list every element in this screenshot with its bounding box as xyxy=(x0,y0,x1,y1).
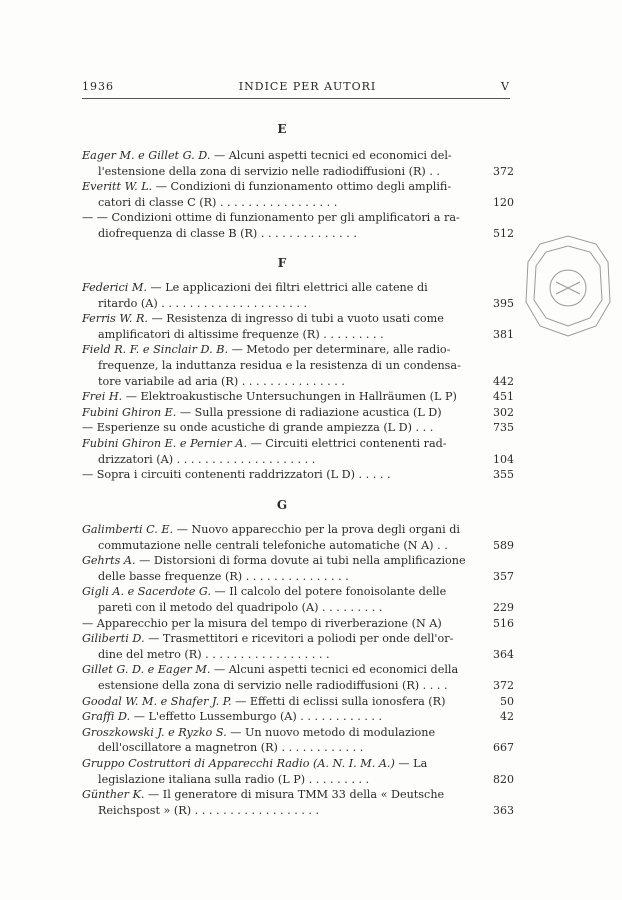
entry-page-number: 589 xyxy=(493,538,514,552)
entry-title-text: — Sulla pressione di radiazione acustica (L D) xyxy=(179,405,442,419)
entry-line xyxy=(82,389,472,405)
entry-page-number: 104 xyxy=(493,452,514,466)
entry-title-text: — Resistenza di ingresso di tubi a vuoto usati come xyxy=(151,312,444,326)
entry-author: Federici M. xyxy=(82,281,151,294)
entry-page-number: 120 xyxy=(493,195,514,209)
entry-author: Gruppo Costruttori di Apparecchi Radio (A. N. I. M. A.) xyxy=(82,756,399,770)
entry-line xyxy=(82,311,472,327)
index-entry xyxy=(82,436,514,467)
entry-line xyxy=(82,226,472,242)
entry-author: Goodal W. M. e Shafer J. P. xyxy=(82,694,236,708)
entry-title-text: — Esperienze su onde acustiche di grande ampiezza (L D) . . . xyxy=(82,421,434,435)
entry-page-number: 363 xyxy=(493,803,514,817)
index-entry xyxy=(82,280,514,311)
section-f-entries xyxy=(82,280,514,483)
entry-line xyxy=(82,467,472,483)
entry-title-text: — Il calcolo del potere fonoisolante delle xyxy=(214,585,447,599)
entry-title-text: — Trasmettitori e ricevitori a poliodi per onde dell'or- xyxy=(148,632,454,646)
entry-line xyxy=(82,522,472,538)
entry-title-text: — L'effetto Lussemburgo (A) . . . . . . . . . . . . xyxy=(133,710,383,724)
entry-author: Graffi D. xyxy=(82,710,134,724)
entry-line xyxy=(82,569,472,585)
entry-author: Gillet G. D. e Eager M. xyxy=(82,663,214,677)
entry-title-text: — Elektroakustische Untersuchungen in Hallräumen (L P) xyxy=(125,390,457,404)
entry-title-text: estensione della zona di servizio nelle radiodiffusioni (R) . . . . xyxy=(98,678,448,692)
entry-line xyxy=(82,420,472,436)
entry-line xyxy=(82,694,472,710)
entry-title-text: Reichspost » (R) . . . . . . . . . . . . . . . . . . xyxy=(98,803,320,817)
entry-title-text: — Il generatore di misura TMM 33 della « Deutsche xyxy=(148,788,445,802)
entry-line xyxy=(82,374,472,390)
entry-title-text: Condizioni ottime di funzionamento per gli amplificatori a ra- xyxy=(111,211,460,225)
entry-title-text: pareti con il metodo del quadripolo (A) . . . . . . . . . xyxy=(98,600,383,614)
entry-author: Gehrts A. xyxy=(82,554,140,568)
entry-title-text: — Nuovo apparecchio per la prova degli organi di xyxy=(176,523,460,536)
entry-page-number: 302 xyxy=(493,405,514,419)
entry-page-number: 820 xyxy=(493,772,514,786)
entry-title-text: — Distorsioni di forma dovute ai tubi nella amplificazione xyxy=(139,554,466,568)
entry-author: Groszkowski J. e Ryzko S. xyxy=(82,725,231,739)
entry-line xyxy=(82,538,472,554)
entry-line xyxy=(82,210,472,226)
index-entry xyxy=(82,756,514,787)
entry-author: Fubini Ghiron E. xyxy=(82,405,180,419)
index-entry xyxy=(82,709,514,725)
index-entry xyxy=(82,342,514,389)
header-title: INDICE PER AUTORI xyxy=(238,80,377,93)
entry-title-text: dell'oscillatore a magnetron (R) . . . . . . . . . . . . xyxy=(98,741,364,755)
entry-title-text: ritardo (A) . . . . . . . . . . . . . . . . . . . . . xyxy=(98,296,308,310)
entry-author: Giliberti D. xyxy=(82,632,149,646)
entry-page-number: 381 xyxy=(493,327,514,341)
entry-line xyxy=(82,179,472,195)
entry-line xyxy=(82,327,472,343)
entry-page-number: 42 xyxy=(500,710,514,724)
entry-author: Eager M. e Gillet G. D. xyxy=(82,149,214,162)
section-heading-g: G xyxy=(276,498,288,512)
entry-title-text: legislazione italiana sulla radio (L P) . . . . . . . . . xyxy=(98,772,370,786)
entry-page-number: 516 xyxy=(493,616,514,630)
entry-title-text: — Condizioni di funzionamento ottimo degli amplifi- xyxy=(155,180,452,194)
entry-line xyxy=(82,584,472,600)
entry-page-number: 372 xyxy=(493,164,514,178)
entry-title-text: — Sopra i circuiti contenenti raddrizzatori (L D) . . . . . xyxy=(82,468,391,482)
entry-title-text: frequenze, la induttanza residua e la resistenza di un condensa- xyxy=(98,358,461,372)
index-entry xyxy=(82,553,514,584)
entry-page-number: 512 xyxy=(493,226,514,240)
entry-title-text: — Un nuovo metodo di modulazione xyxy=(230,725,436,739)
index-entry xyxy=(82,616,514,632)
entry-line xyxy=(82,662,472,678)
entry-line xyxy=(82,725,472,741)
entry-title-text: — Alcuni aspetti tecnici ed economici della xyxy=(213,663,459,677)
index-entry xyxy=(82,210,514,241)
entry-line xyxy=(82,358,472,374)
index-entry xyxy=(82,694,514,710)
index-entry xyxy=(82,522,514,553)
entry-title-text: — Alcuni aspetti tecnici ed economici del- xyxy=(213,149,452,162)
entry-page-number: 50 xyxy=(500,694,514,708)
entry-title-text: commutazione nelle centrali telefoniche automatiche (N A) . . xyxy=(98,538,448,552)
entry-line xyxy=(82,405,472,421)
index-entry xyxy=(82,420,514,436)
entry-title-text: — Circuiti elettrici contenenti rad- xyxy=(250,436,447,450)
entry-line xyxy=(82,678,472,694)
entry-page-number: 355 xyxy=(493,468,514,482)
entry-title-text: — Metodo per determinare, alle radio- xyxy=(231,343,451,357)
entry-title-text: diofrequenza di classe B (R) . . . . . . . . . . . . . . xyxy=(98,226,357,240)
entry-page-number: 667 xyxy=(493,741,514,755)
library-seal-stamp xyxy=(520,232,616,340)
entry-page-number: 357 xyxy=(493,569,514,583)
entry-author: Fubini Ghiron E. e Pernier A. xyxy=(82,436,251,450)
entry-line xyxy=(82,195,472,211)
section-heading-f: F xyxy=(277,256,287,270)
entry-title-text: — La xyxy=(398,756,428,770)
entry-author: Ferris W. R. xyxy=(82,312,152,326)
entry-author: Galimberti C. E. xyxy=(82,523,177,536)
entry-line xyxy=(82,296,472,312)
header-page: V xyxy=(501,80,510,93)
entry-page-number: 372 xyxy=(493,678,514,692)
index-entry xyxy=(82,179,514,210)
entry-line xyxy=(82,164,472,180)
entry-line xyxy=(82,647,472,663)
entry-line xyxy=(82,756,472,772)
entry-line xyxy=(82,148,472,164)
index-entry xyxy=(82,662,514,693)
entry-line xyxy=(82,740,472,756)
entry-title-text: — Apparecchio per la misura del tempo di riverberazione (N A) xyxy=(82,616,442,630)
entry-page-number: 229 xyxy=(493,600,514,614)
entry-author: Everitt W. L. xyxy=(82,180,156,194)
entry-title-text: — Effetti di eclissi sulla ionosfera (R) xyxy=(235,694,446,708)
entry-line xyxy=(82,280,472,296)
entry-page-number: 364 xyxy=(493,647,514,661)
index-entry xyxy=(82,389,514,405)
index-entry xyxy=(82,405,514,421)
index-entry xyxy=(82,148,514,179)
entry-line xyxy=(82,803,472,819)
entry-line xyxy=(82,600,472,616)
entry-title-text: delle basse frequenze (R) . . . . . . . . . . . . . . . xyxy=(98,569,349,583)
header-year: 1936 xyxy=(82,80,114,93)
entry-page-number: 451 xyxy=(493,390,514,404)
entry-line xyxy=(82,787,472,803)
entry-line xyxy=(82,342,472,358)
index-entry xyxy=(82,467,514,483)
index-entry xyxy=(82,787,514,818)
entry-line xyxy=(82,553,472,569)
entry-author: Günther K. xyxy=(82,788,149,802)
entry-title-text: drizzatori (A) . . . . . . . . . . . . . . . . . . . . xyxy=(98,452,316,466)
entry-title-text: l'estensione della zona di servizio nelle radiodiffusioni (R) . . xyxy=(98,164,440,178)
entry-line xyxy=(82,616,472,632)
entry-page-number: 735 xyxy=(493,421,514,435)
entry-page-number: 442 xyxy=(493,374,514,388)
entry-author: Gigli A. e Sacerdote G. xyxy=(82,585,215,599)
entry-line xyxy=(82,709,472,725)
page-header xyxy=(82,80,510,93)
entry-title-text: tore variabile ad aria (R) . . . . . . . . . . . . . . . xyxy=(98,374,345,388)
entry-line xyxy=(82,436,472,452)
entry-line xyxy=(82,631,472,647)
header-rule xyxy=(82,98,510,99)
entry-author: Field R. F. e Sinclair D. B. xyxy=(82,343,232,357)
entry-title-text: — Le applicazioni dei filtri elettrici alle catene di xyxy=(150,281,428,294)
entry-title-text: catori di classe C (R) . . . . . . . . . . . . . . . . . xyxy=(98,195,338,209)
entry-author: — — xyxy=(82,211,112,225)
section-g-entries xyxy=(82,522,514,818)
index-entry xyxy=(82,725,514,756)
entry-author: Frei H. xyxy=(82,390,126,404)
entry-title-text: dine del metro (R) . . . . . . . . . . . . . . . . . . xyxy=(98,647,330,661)
section-e-entries xyxy=(82,148,514,242)
entry-page-number: 395 xyxy=(493,296,514,310)
index-entry xyxy=(82,311,514,342)
entry-line xyxy=(82,452,472,468)
entry-line xyxy=(82,772,472,788)
index-entry xyxy=(82,631,514,662)
section-heading-e: E xyxy=(277,122,287,136)
index-entry xyxy=(82,584,514,615)
entry-title-text: amplificatori di altissime frequenze (R) . . . . . . . . . xyxy=(98,327,384,341)
